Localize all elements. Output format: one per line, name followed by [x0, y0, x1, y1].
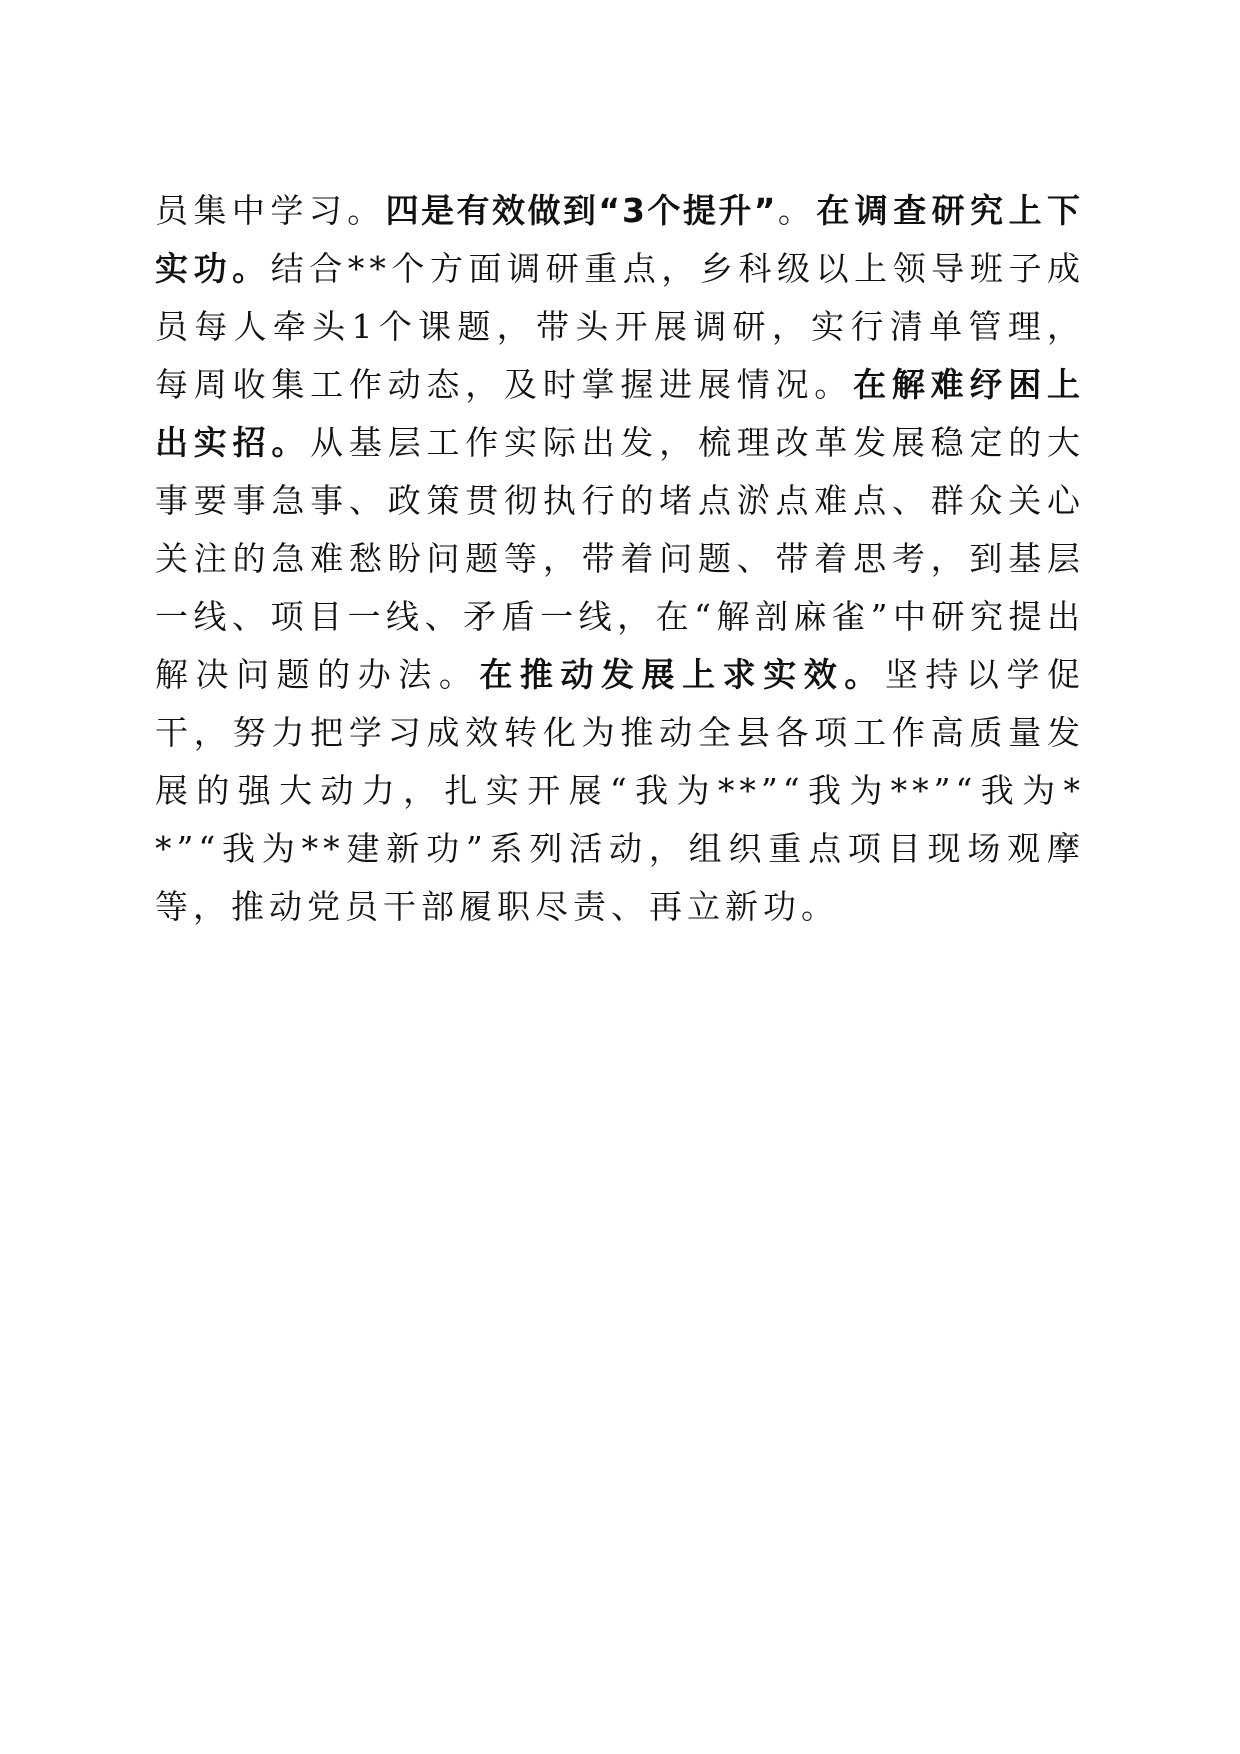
text-difficulties: 从基层工作实际出发，梳理改革发展稳定的大事要事急事、政策贯彻执行的堵点淤点难点、群众关心关注的急难愁盼问题等，带着问题、带着思考，到基层一线、项目一线、矛盾一线，在“解剖麻雀”中研究提出解决问题的办法。: [155, 423, 1086, 694]
body-paragraph: [155, 182, 1085, 936]
section-heading: 四是有效做到“3个提升”: [385, 191, 778, 230]
text-development: 坚持以学促干，努力把学习成效转化为推动全县各项工作高质量发展的强大动力，扎实开展“我为**”“我为**”“我为**”“我为**建新功”系列活动，组织重点项目现场观摩等，推动党员干部履职尽责、再立新功。: [155, 655, 1086, 926]
subheading-research: 在调查研究上下实功。: [155, 191, 1086, 288]
subheading-development: 在推动发展上求实效。: [479, 655, 885, 694]
sentence-intro: 员集中学习。: [155, 191, 386, 230]
subheading-difficulties: 在解难纾困上出实招。: [155, 365, 1086, 462]
heading-punctuation: 。: [777, 191, 817, 230]
text-research: 结合**个方面调研重点，乡科级以上领导班子成员每人牵头1个课题，带头开展调研，实行清单管理，每周收集工作动态，及时掌握进展情况。: [155, 249, 1086, 404]
